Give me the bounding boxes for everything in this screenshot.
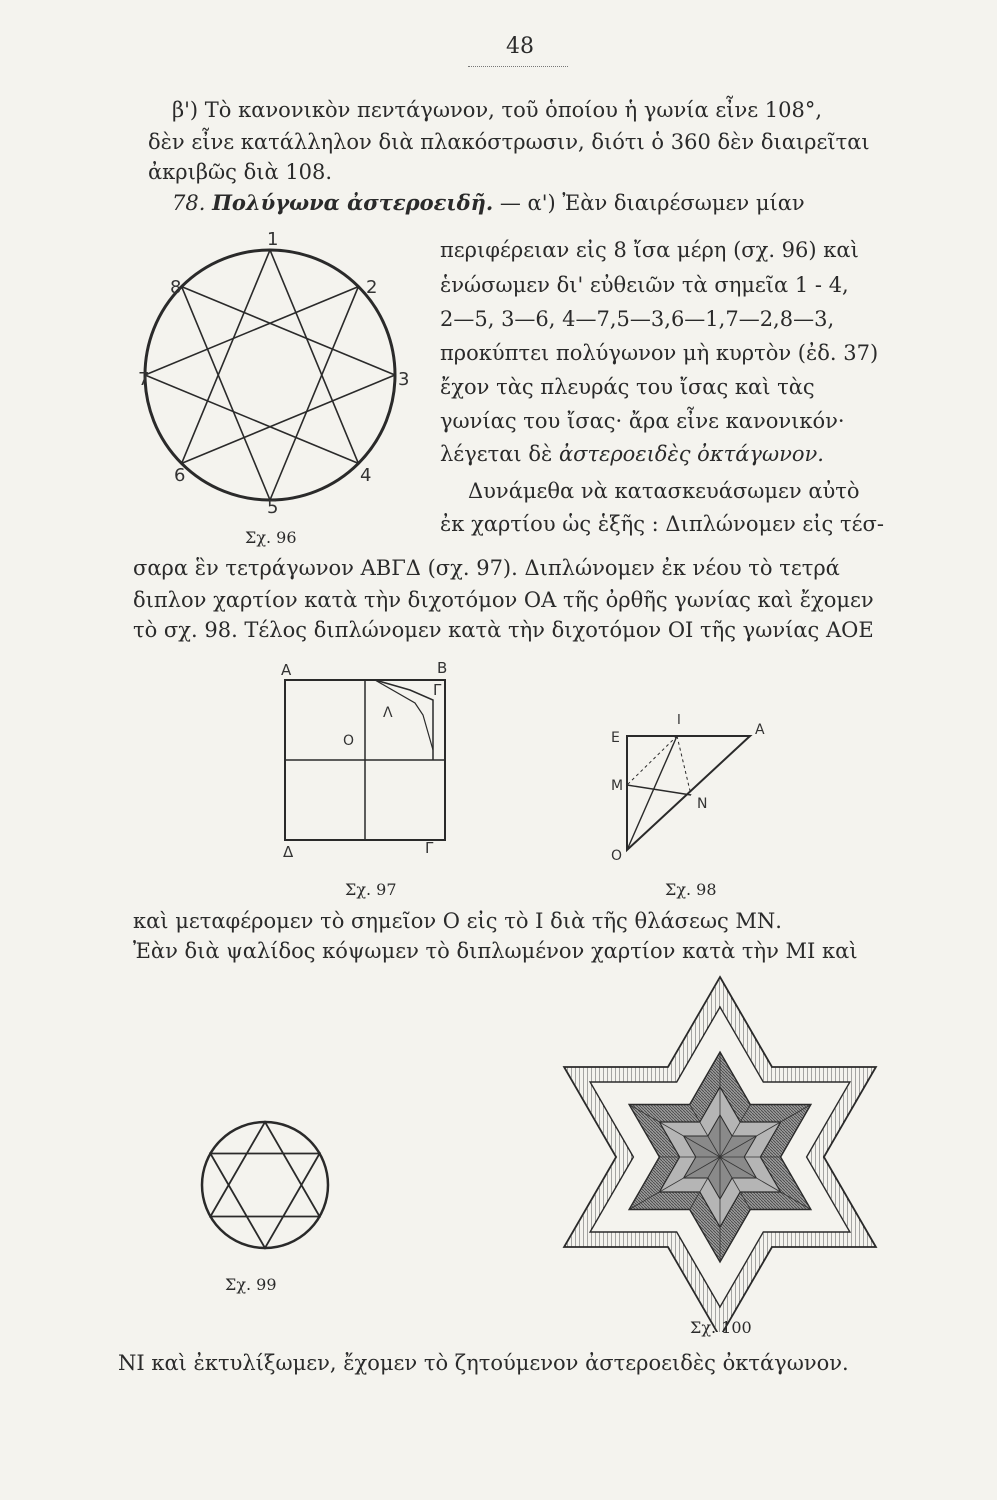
fig98-dashed-line bbox=[627, 736, 677, 785]
page-number-rule bbox=[468, 66, 568, 67]
fig96-point-label: 3 bbox=[398, 369, 410, 390]
fig96-star-line bbox=[145, 287, 358, 375]
text-line: δὲν εἶνε κατάλληλον διὰ πλακόστρωσιν, διότι ὁ 360 δὲν διαιρεῖται bbox=[148, 130, 870, 154]
text-line: 2—5, 3—6, 4—7,5—3,6—1,7—2,8—3, bbox=[440, 307, 835, 331]
fig96-caption: Σχ. 96 bbox=[245, 528, 297, 547]
figure-100 bbox=[515, 972, 935, 1332]
fig97-label: Δ bbox=[283, 843, 294, 861]
fig97-label: Γ bbox=[433, 681, 442, 699]
text-line: Ἐὰν διὰ ψαλίδος κόψωμεν τὸ διπλωμένον χαρτίον κατὰ τὴν ΜΙ καὶ bbox=[133, 939, 858, 963]
text-line: β') Τὸ κανονικὸν πεντάγωνον, τοῦ ὁποίου ἡ γωνία εἶνε 108°, bbox=[172, 98, 823, 122]
fig96-point-label: 4 bbox=[360, 465, 372, 486]
section-heading bbox=[172, 190, 805, 216]
fig96-star-lines bbox=[145, 250, 395, 500]
fig96-star-line bbox=[182, 250, 270, 463]
fig96-star-line bbox=[270, 250, 358, 463]
fig97-label: Γ bbox=[425, 839, 434, 857]
text-line: ἐκ χαρτίου ὡς ἑξῆς : Διπλώνομεν εἰς τέσ- bbox=[440, 512, 884, 536]
fig98-caption: Σχ. 98 bbox=[665, 880, 717, 899]
figure-97 bbox=[265, 655, 455, 865]
fig96-point-label: 2 bbox=[366, 277, 378, 298]
fig99-circle bbox=[202, 1122, 328, 1248]
fig96-point-label: 5 bbox=[267, 497, 279, 518]
fig96-point-label: 1 bbox=[267, 229, 279, 250]
fig96-star-line bbox=[182, 287, 395, 375]
section-lead: — α') Ἐὰν διαιρέσωμεν μίαν bbox=[499, 191, 805, 215]
text-line: σαρα ἓν τετράγωνον ΑΒΓΔ (σχ. 97). Διπλώνομεν ἐκ νέου τὸ τετρά bbox=[133, 556, 840, 580]
fig98-fold-mn bbox=[627, 785, 691, 795]
term-italic: ἀστεροειδὲς ὀκτάγωνον. bbox=[558, 442, 824, 466]
fig100-caption: Σχ. 100 bbox=[690, 1318, 752, 1337]
fig98-label: O bbox=[611, 848, 623, 864]
text-line: τὸ σχ. 98. Τέλος διπλώνομεν κατὰ τὴν διχοτόμον ΟΙ τῆς γωνίας ΑΟΕ bbox=[133, 618, 874, 642]
text-line: ἀκριβῶς διὰ 108. bbox=[148, 160, 333, 184]
fig96-star-line bbox=[182, 375, 395, 463]
fig98-triangle bbox=[627, 736, 750, 850]
figure-98 bbox=[605, 710, 775, 870]
fig96-point-label: 8 bbox=[170, 277, 182, 298]
text-line: ΝΙ καὶ ἐκτυλίξωμεν, ἔχομεν τὸ ζητούμενον ἀστεροειδὲς ὀκτάγωνον. bbox=[118, 1351, 849, 1375]
section-number: 78. bbox=[172, 191, 206, 215]
fig98-label: I bbox=[677, 713, 681, 728]
text-line: καὶ μεταφέρομεν τὸ σημεῖον Ο εἰς τὸ Ι διὰ τῆς θλάσεως ΜΝ. bbox=[133, 909, 782, 933]
text-line: Δυνάμεθα νὰ κατασκευάσωμεν αὐτὸ bbox=[468, 479, 860, 503]
fig98-label: M bbox=[611, 778, 624, 794]
fig99-caption: Σχ. 99 bbox=[225, 1275, 277, 1294]
section-title: Πολύγωνα ἀστεροειδῆ. bbox=[212, 190, 494, 215]
fig97-label: B bbox=[437, 659, 448, 677]
fig97-label: A bbox=[281, 661, 292, 679]
fig100-star-layers bbox=[564, 977, 876, 1332]
fig96-point-label: 7 bbox=[138, 369, 150, 390]
text-line: διπλον χαρτίον κατὰ τὴν διχοτόμον ΟΑ τῆς ὀρθῆς γωνίας καὶ ἔχομεν bbox=[133, 588, 874, 612]
fig97-label: O bbox=[343, 733, 355, 749]
fig96-star-line bbox=[270, 287, 358, 500]
fig98-dashed-line bbox=[677, 736, 691, 795]
text-fragment: λέγεται δὲ bbox=[440, 442, 553, 466]
text-line: περιφέρειαν εἰς 8 ἴσα μέρη (σχ. 96) καὶ bbox=[440, 238, 859, 262]
figure-99 bbox=[190, 1110, 340, 1260]
text-line: ἔχον τὰς πλευράς του ἴσας καὶ τὰς bbox=[440, 375, 815, 399]
fig98-label: A bbox=[755, 722, 765, 738]
fig96-point-label: 6 bbox=[174, 465, 186, 486]
text-line: γωνίας του ἴσας· ἄρα εἶνε κανονικόν· bbox=[440, 409, 845, 433]
fig97-caption: Σχ. 97 bbox=[345, 880, 397, 899]
fig96-star-line bbox=[182, 287, 270, 500]
page-number: 48 bbox=[506, 34, 534, 59]
fig96-star-line bbox=[145, 375, 358, 463]
fig98-fold-line bbox=[627, 736, 677, 850]
text-line bbox=[440, 441, 824, 467]
text-line: προκύπτει πολύγωνον μὴ κυρτὸν (ἐδ. 37) bbox=[440, 341, 879, 365]
figure-96 bbox=[120, 225, 420, 535]
text-line: ἑνώσωμεν δι' εὐθειῶν τὰ σημεῖα 1 - 4, bbox=[440, 273, 849, 297]
fig97-label: Λ bbox=[383, 705, 393, 721]
fig98-label: E bbox=[611, 730, 620, 746]
fig98-label: N bbox=[697, 796, 708, 812]
